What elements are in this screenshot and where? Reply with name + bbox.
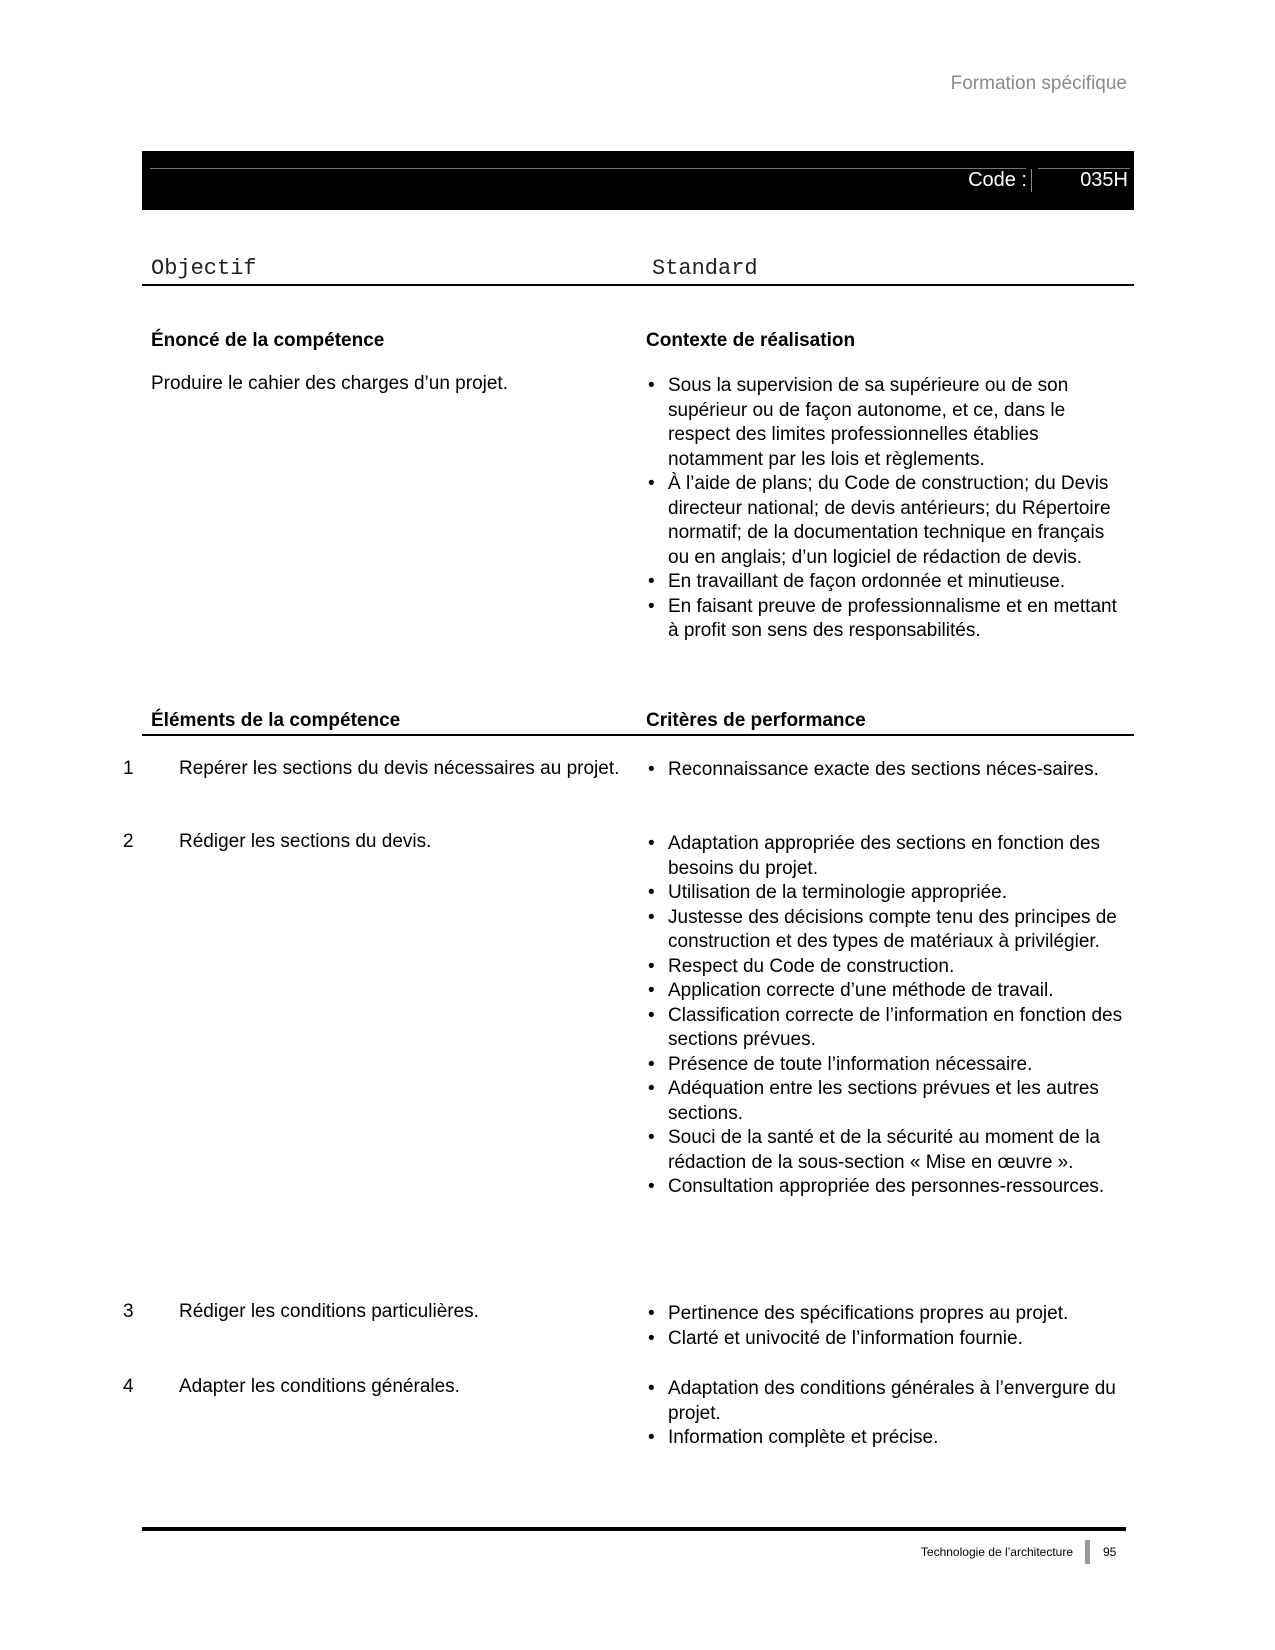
column-standard: Standard [652,256,758,281]
element-text: Rédiger les conditions particulières. [179,1301,479,1322]
element-4 [123,1375,644,1400]
list-item: • Adéquation entre les sections prévues et les autres sections. [646,1077,1134,1126]
element-text: Rédiger les sections du devis. [179,831,432,852]
list-item: • Utilisation de la terminologie appropriée. [646,881,1134,906]
code-bar [142,151,1134,210]
footer-separator [1085,1540,1090,1564]
list-item: • En travaillant de façon ordonnée et minutieuse. [646,570,1126,595]
list-item: • En faisant preuve de professionnalisme et en mettant à profit son sens des responsabilités. [646,595,1126,644]
divider [142,284,1134,286]
element-1 [123,757,644,782]
list-item: • Application correcte d’une méthode de travail. [646,979,1134,1004]
list-item: • Clarté et univocité de l’information fournie. [646,1327,1126,1352]
criteria-list-2 [646,832,1134,1200]
list-item: • Sous la supervision de sa supérieure ou de son supérieur ou de façon autonome, et ce, dans le respect des limites professionnelles établies notamment par les lois et règlements. [646,374,1126,472]
criteria-list-3 [646,1302,1126,1351]
list-item: • Consultation appropriée des personnes-ressources. [646,1175,1134,1200]
divider [142,734,1134,736]
list-item: • Présence de toute l’information nécessaire. [646,1053,1134,1078]
enonce-text: Produire le cahier des charges d’un projet. [151,373,508,394]
contexte-list [646,374,1126,644]
enonce-heading: Énoncé de la compétence [151,330,385,351]
list-item: • Adaptation appropriée des sections en fonction des besoins du projet. [646,832,1134,881]
page-number: 95 [1103,1545,1117,1559]
element-number: 3 [123,1301,134,1322]
running-header: Formation spécifique [950,73,1127,94]
element-text: Adapter les conditions générales. [179,1376,460,1397]
element-text: Repérer les sections du devis nécessaires au projet. [179,758,620,779]
footer-title: Technologie de l’architecture [920,1545,1073,1559]
list-item: • À l’aide de plans; du Code de construction; du Devis directeur national; de devis antérieurs; du Répertoire normatif; de la documentation technique en français ou en anglais; d’un logiciel de rédaction de devis. [646,472,1126,570]
code-label: Code : [968,169,1032,192]
column-objectif: Objectif [151,256,257,281]
list-item: • Information complète et précise. [646,1426,1126,1451]
criteres-heading: Critères de performance [646,710,866,731]
list-item: • Reconnaissance exacte des sections néces-saires. [646,758,1126,783]
code-value: 035H [1080,169,1128,191]
element-2 [123,830,644,855]
list-item: • Pertinence des spécifications propres au projet. [646,1302,1126,1327]
elements-heading: Éléments de la compétence [151,710,401,731]
footer-rule [142,1527,1126,1531]
list-item: • Classification correcte de l’information en fonction des sections prévues. [646,1004,1134,1053]
list-item: • Respect du Code de construction. [646,955,1134,980]
list-item: • Souci de la santé et de la sécurité au moment de la rédaction de la sous-section « Mise en œuvre ». [646,1126,1134,1175]
element-number: 4 [123,1376,134,1397]
criteria-list-1 [646,758,1126,783]
element-number: 2 [123,831,134,852]
element-3 [123,1300,644,1325]
element-number: 1 [123,758,134,779]
divider [150,168,1026,169]
criteria-list-4 [646,1377,1126,1451]
list-item: • Adaptation des conditions générales à l’envergure du projet. [646,1377,1126,1426]
contexte-heading: Contexte de réalisation [646,330,856,351]
list-item: • Justesse des décisions compte tenu des principes de construction et des types de matériaux à privilégier. [646,906,1134,955]
